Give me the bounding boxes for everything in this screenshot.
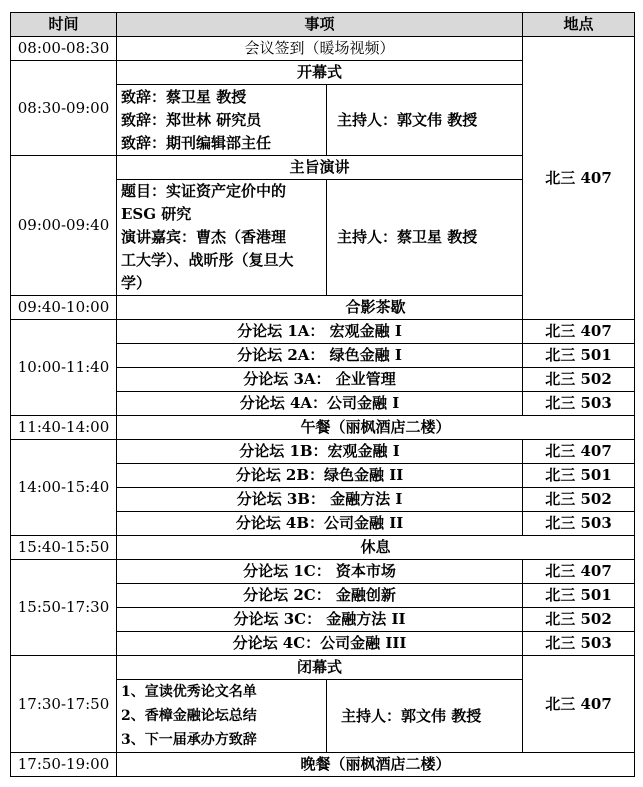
forum-room: 北三 407: [523, 320, 635, 344]
forum-room: 北三 503: [523, 392, 635, 416]
forum-room: 北三 503: [523, 512, 635, 536]
forum-room: 北三 502: [523, 488, 635, 512]
forum-row: [11, 440, 635, 464]
forum-name: 分论坛 2A： 绿色金融 I: [117, 344, 523, 368]
opening-time: 08:30-09:00: [11, 61, 117, 156]
keynote-topic-line: 题目：实证资产定价中的: [121, 182, 287, 200]
forum-name: 分论坛 2B：绿色金融 II: [117, 464, 523, 488]
keynote-title: 主旨演讲: [117, 156, 523, 180]
forum-room: 北三 502: [523, 608, 635, 632]
forum-room: 北三 503: [523, 632, 635, 656]
forum-name: 分论坛 4B：公司金融 II: [117, 512, 523, 536]
opening-speech: 致辞：蔡卫星 教授: [121, 87, 247, 106]
opening-host: 主持人：郭文伟 教授: [327, 85, 523, 156]
forum-room: 北三 407: [523, 560, 635, 584]
session3-time: 15:50-17:30: [11, 560, 117, 656]
forum-name: 分论坛 2C： 金融创新: [117, 584, 523, 608]
keynote-host: 主持人：蔡卫星 教授: [327, 180, 523, 296]
forum-name: 分论坛 3A： 企业管理: [117, 368, 523, 392]
schedule-table: [10, 12, 635, 777]
photo-time: 09:40-10:00: [11, 296, 117, 320]
header-time: 时间: [11, 13, 117, 37]
session1-time: 10:00-11:40: [11, 320, 117, 416]
keynote-speaker-line: 学）: [121, 274, 152, 292]
forum-name: 分论坛 4C：公司金融 III: [117, 632, 523, 656]
closing-item: 1、宣读优秀论文名单: [121, 684, 257, 700]
forum-room: 北三 407: [523, 440, 635, 464]
forum-room: 北三 501: [523, 344, 635, 368]
header-row: [11, 13, 635, 37]
forum-name: 分论坛 1B：宏观金融 I: [117, 440, 523, 464]
dinner-row: [11, 753, 635, 777]
dinner-time: 17:50-19:00: [11, 753, 117, 777]
keynote-time: 09:00-09:40: [11, 156, 117, 296]
forum-name: 分论坛 3B： 金融方法 I: [117, 488, 523, 512]
rest-row: [11, 536, 635, 560]
rest-event: 休息: [117, 536, 635, 560]
closing-item: 2、香樟金融论坛总结: [121, 708, 257, 724]
forum-name: 分论坛 1A： 宏观金融 I: [117, 320, 523, 344]
forum-row: [11, 560, 635, 584]
closing-time: 17:30-17:50: [11, 656, 117, 753]
closing-host: 主持人：郭文伟 教授: [327, 680, 523, 753]
lunch-row: [11, 416, 635, 440]
opening-speech: 致辞：郑世林 研究员: [121, 110, 262, 129]
opening-speech: 致辞：期刊编辑部主任: [121, 133, 272, 152]
forum-name: 分论坛 1C： 资本市场: [117, 560, 523, 584]
forum-room: 北三 501: [523, 464, 635, 488]
signin-time: 08:00-08:30: [11, 37, 117, 61]
closing-title-row: [11, 656, 635, 680]
signin-row: [11, 37, 635, 61]
keynote-speaker-line: 演讲嘉宾：曹杰（香港理: [121, 228, 287, 246]
rest-time: 15:40-15:50: [11, 536, 117, 560]
keynote-topic-line: ESG 研究: [121, 205, 192, 223]
closing-title: 闭幕式: [117, 656, 523, 680]
forum-room: 北三 501: [523, 584, 635, 608]
signin-event: 会议签到（暖场视频）: [117, 37, 523, 61]
opening-title: 开幕式: [117, 61, 523, 85]
closing-item: 3、下一届承办方致辞: [121, 732, 257, 748]
forum-name: 分论坛 3C： 金融方法 II: [117, 608, 523, 632]
main-location: 北三 407: [523, 37, 635, 320]
header-event: 事项: [117, 13, 523, 37]
photo-row: [11, 296, 635, 320]
forum-name: 分论坛 4A：公司金融 I: [117, 392, 523, 416]
keynote-speaker-line: 工大学）、战昕彤（复旦大: [121, 251, 294, 269]
header-location: 地点: [523, 13, 635, 37]
keynote-info: [117, 180, 327, 296]
lunch-event: 午餐（丽枫酒店二楼）: [117, 416, 635, 440]
closing-location: 北三 407: [523, 656, 635, 753]
photo-event: 合影茶歇: [117, 296, 635, 320]
closing-items: [117, 680, 327, 753]
session2-time: 14:00-15:40: [11, 440, 117, 536]
forum-room: 北三 502: [523, 368, 635, 392]
lunch-time: 11:40-14:00: [11, 416, 117, 440]
dinner-event: 晚餐（丽枫酒店二楼）: [117, 753, 635, 777]
forum-row: [11, 320, 635, 344]
opening-speeches: [117, 85, 327, 156]
